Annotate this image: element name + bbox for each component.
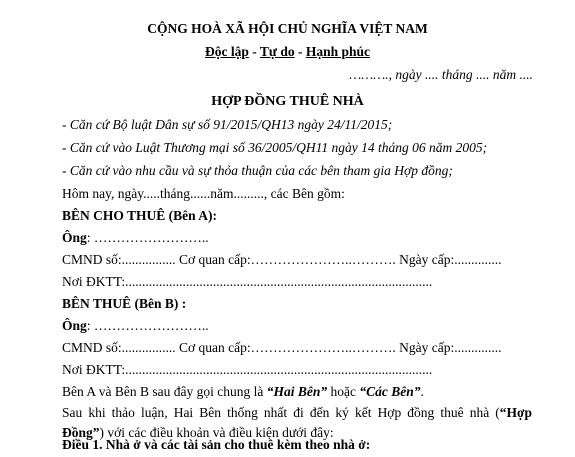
party-b-name-line bbox=[62, 318, 209, 334]
motto-independence: Độc lập bbox=[204, 44, 249, 59]
party-b-id-line: CMND số:................ Cơ quan cấp:…………………..………. Ngày cấp:.............. bbox=[62, 340, 502, 355]
motto-separator: - bbox=[248, 44, 260, 59]
discussion-suffix: ) với các điều khoản và điều kiện dưới đây: bbox=[99, 425, 334, 440]
motto-separator: - bbox=[294, 44, 306, 59]
party-a-id-line: CMND số:................ Cơ quan cấp:…………………..………. Ngày cấp:.............. bbox=[62, 252, 502, 267]
agreement-prefix: Bên A và Bên B sau đây gọi chung là bbox=[62, 384, 267, 399]
agreement-term-parties: “Các Bên” bbox=[359, 384, 421, 399]
national-title: CỘNG HOÀ XÃ HỘI CHỦ NGHĨA VIỆT NAM bbox=[147, 21, 428, 36]
agreement-middle: hoặc bbox=[327, 384, 360, 399]
legal-basis-commercial-law: - Căn cứ vào Luật Thương mại số 36/2005/QH11 ngày 14 tháng 06 năm 2005; bbox=[62, 140, 488, 155]
party-b-residence-line: Nơi ĐKTT:........................................................................................... bbox=[62, 362, 433, 377]
discussion-term-contract: “Hợp Đồng” bbox=[62, 405, 532, 440]
motto-freedom: Tự do bbox=[259, 44, 295, 59]
document-title: HỢP ĐỒNG THUÊ NHÀ bbox=[211, 94, 364, 109]
national-motto bbox=[0, 44, 575, 60]
discussion-prefix: Sau khi thảo luận, Hai Bên thống nhất đi đến ký kết Hợp đồng thuê nhà ( bbox=[62, 405, 500, 420]
legal-basis-agreement: - Căn cứ vào nhu cầu và sự thỏa thuận của các bên tham gia Hợp đồng; bbox=[62, 163, 453, 178]
party-a-name-line bbox=[62, 230, 209, 246]
article-1-heading: Điều 1. Nhà ở và các tài sản cho thuê kèm theo nhà ở: bbox=[62, 437, 371, 452]
party-b-name-label: Ông bbox=[62, 318, 87, 333]
agreement-term-two-parties: “Hai Bên” bbox=[266, 384, 328, 399]
party-a-name-label: Ông bbox=[62, 230, 87, 245]
party-b-name-value: : …………………….. bbox=[86, 318, 209, 333]
party-a-name-value: : …………………….. bbox=[86, 230, 209, 245]
party-b-heading: BÊN THUÊ (Bên B) : bbox=[62, 296, 187, 311]
party-a-residence-line: Nơi ĐKTT:........................................................................................... bbox=[62, 274, 433, 289]
agreement-suffix: . bbox=[420, 384, 424, 399]
motto-happiness: Hạnh phúc bbox=[305, 44, 371, 59]
intro-line: Hôm nay, ngày.....tháng......năm........., các Bên gồm: bbox=[62, 186, 345, 201]
place-date-line: ………., ngày .... tháng .... năm .... bbox=[349, 67, 533, 82]
agreement-line bbox=[62, 384, 424, 400]
party-a-heading: BÊN CHO THUÊ (Bên A): bbox=[62, 208, 218, 223]
legal-basis-civil-code: - Căn cứ Bộ luật Dân sự số 91/2015/QH13 ngày 24/11/2015; bbox=[62, 117, 393, 132]
